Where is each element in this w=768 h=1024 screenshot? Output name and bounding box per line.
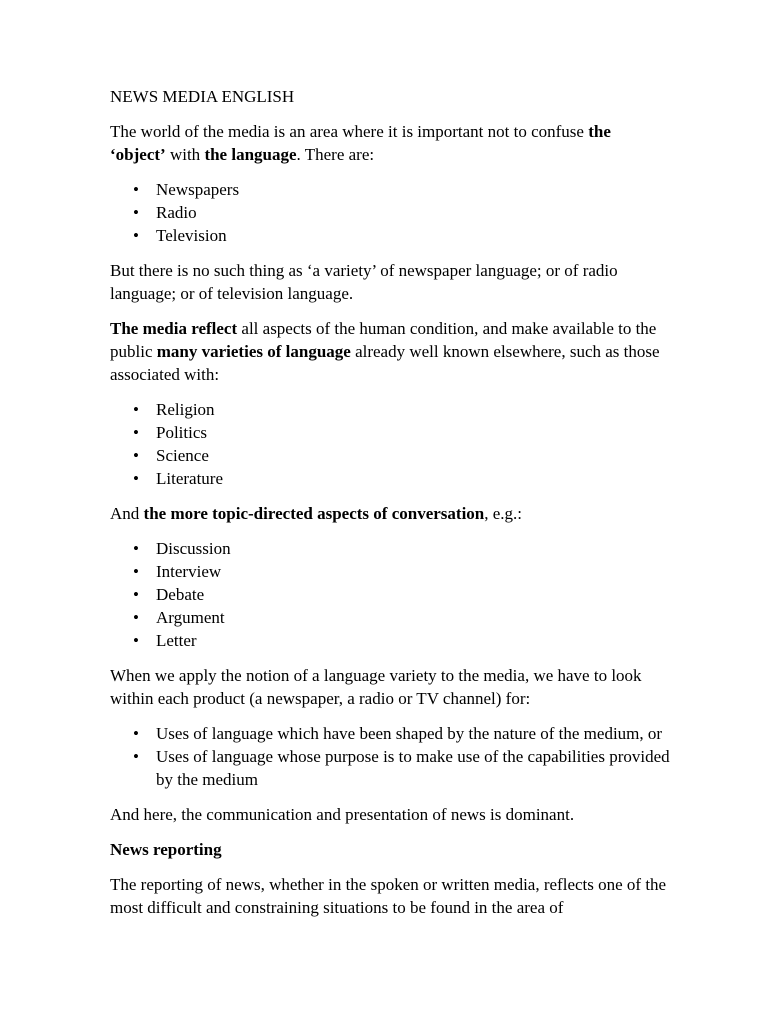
list-item [133,745,670,791]
text-run: all aspects of the human condition, and make available to the public [110,319,657,361]
text-run: with [165,145,205,164]
paragraph-topic-directed [110,502,670,525]
document-title: NEWS MEDIA ENGLISH [110,87,295,106]
text-run: The world of the media is an area where it is important not to confuse [110,122,589,141]
list-item [133,606,670,629]
bullet-icon: • [133,724,139,743]
paragraph-news-dominant: And here, the communication and presentation of news is dominant. [110,805,575,824]
list-item [133,178,670,201]
list-item-text: Discussion [156,539,231,558]
list-item [133,444,670,467]
list-item-text: Religion [156,400,215,419]
list-item-text: Debate [156,585,205,604]
text-run: And [110,504,144,523]
bold-run-topic-directed: the more topic-directed aspects of conversation [143,504,485,523]
bullet-icon: • [133,608,139,627]
list-item [133,583,670,606]
bullet-icon: • [133,446,139,465]
bullet-icon: • [133,226,139,245]
bold-run-varieties: many varieties of language [156,342,351,361]
paragraph-media-reflect [110,317,670,386]
media-types-list [110,178,670,247]
domains-list [110,398,670,490]
list-item-text: Politics [156,423,208,442]
bullet-icon: • [133,747,139,766]
list-item-text: Letter [156,631,197,650]
bullet-icon: • [133,180,139,199]
bullet-icon: • [133,400,139,419]
list-item [133,629,670,652]
paragraph-language-variety: When we apply the notion of a language variety to the media, we have to look within each product (a newspaper, a radio or TV channel) for: [110,666,642,708]
bullet-icon: • [133,539,139,558]
list-item-text: Interview [156,562,222,581]
list-item [133,537,670,560]
list-item-text: Literature [156,469,224,488]
bold-run-object: the ‘object’ [110,122,611,164]
bullet-icon: • [133,585,139,604]
conversation-list [110,537,670,652]
list-item-text: Newspapers [156,180,240,199]
bold-run-media-reflect: The media reflect [110,319,238,338]
bullet-icon: • [133,423,139,442]
paragraph-no-variety: But there is no such thing as ‘a variety’ of newspaper language; or of radio language; or of television language. [110,261,618,303]
list-item-text: Television [156,226,227,245]
list-item-text: Argument [156,608,225,627]
list-item-text: Radio [156,203,197,222]
heading-text: News reporting [110,840,222,859]
bullet-icon: • [133,203,139,222]
list-item [133,722,670,745]
paragraph-intro [110,120,670,166]
uses-list [110,722,670,791]
bold-run-language: the language [204,145,297,164]
bullet-icon: • [133,562,139,581]
bullet-icon: • [133,631,139,650]
paragraph-news-reporting: The reporting of news, whether in the spoken or written media, reflects one of the most difficult and constraining situations to be found in the area of [110,875,667,917]
list-item [133,224,670,247]
section-heading [110,838,670,861]
list-item [133,421,670,444]
list-item [133,467,670,490]
text-run: , e.g.: [484,504,523,523]
list-item-text: Uses of language whose purpose is to make use of the capabilities provided by the medium [156,747,670,789]
document-body [110,85,670,931]
list-item [133,201,670,224]
text-run: already well known elsewhere, such as those associated with: [110,342,660,384]
bullet-icon: • [133,469,139,488]
list-item [133,560,670,583]
list-item-text: Science [156,446,209,465]
list-item [133,398,670,421]
text-run: . There are: [296,145,375,164]
list-item-text: Uses of language which have been shaped by the nature of the medium, or [156,724,663,743]
